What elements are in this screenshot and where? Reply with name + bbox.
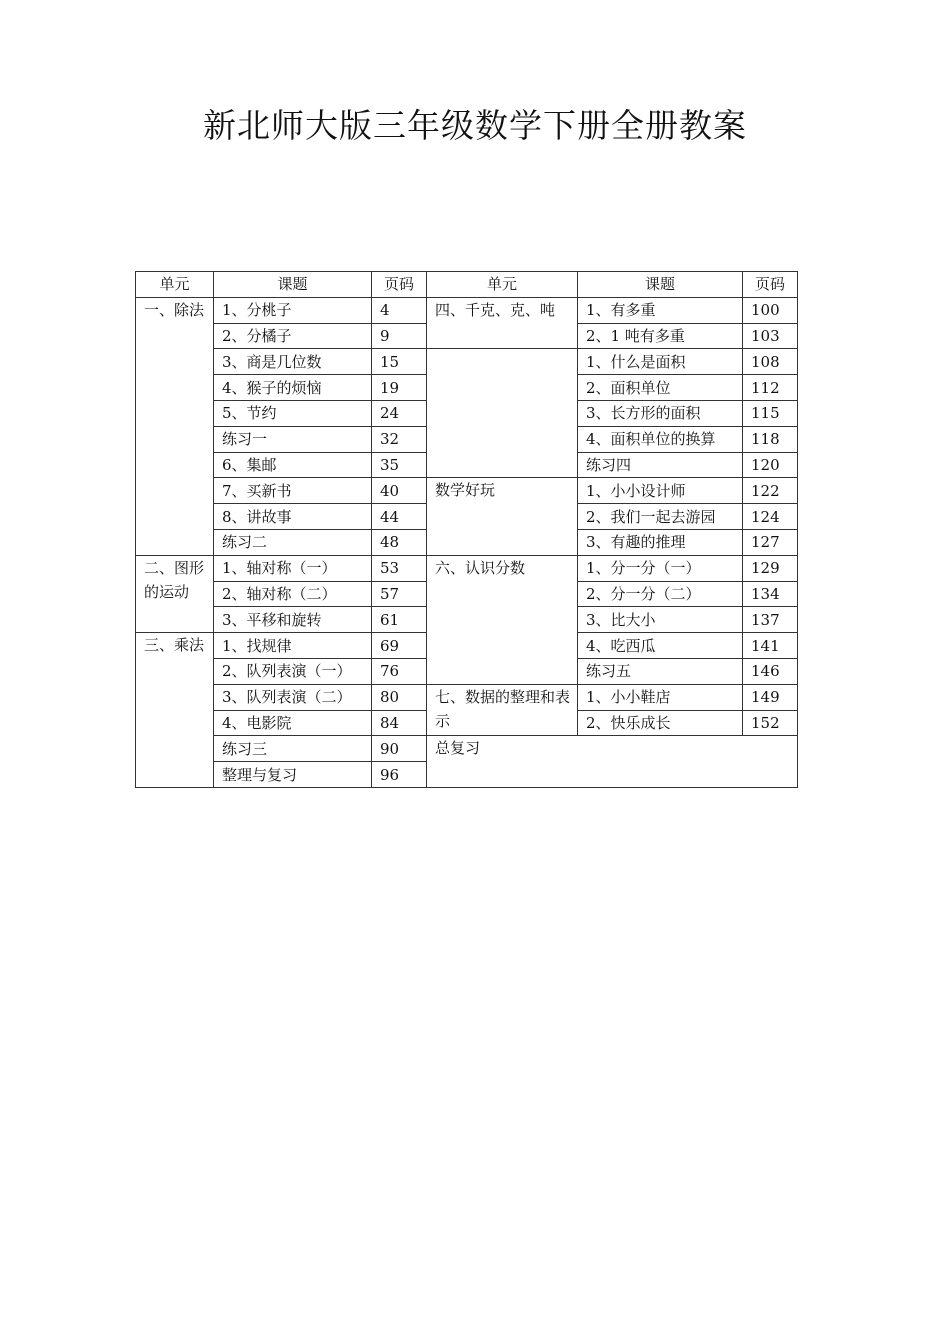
topic-cell: 1、小小设计师: [578, 478, 743, 504]
topic-cell: 1、有多重: [578, 297, 743, 323]
topic-cell: 练习四: [578, 452, 743, 478]
contents-table: [135, 271, 798, 788]
topic-cell: 1、找规律: [214, 633, 372, 659]
page-cell: 124: [743, 504, 798, 530]
page-cell: 19: [372, 375, 427, 401]
topic-cell: 3、平移和旋转: [214, 607, 372, 633]
page-cell: 115: [743, 400, 798, 426]
page-cell: 108: [743, 349, 798, 375]
topic-cell: 1、什么是面积: [578, 349, 743, 375]
topic-cell: 1、轴对称（一）: [214, 555, 372, 581]
unit-cell: 六、认识分数: [427, 555, 578, 684]
page-cell: 122: [743, 478, 798, 504]
topic-cell: 练习二: [214, 529, 372, 555]
table-row: [136, 349, 798, 375]
page-cell: 80: [372, 684, 427, 710]
page-cell: 90: [372, 736, 427, 762]
page-cell: 53: [372, 555, 427, 581]
unit-cell: 四、千克、克、吨: [427, 297, 578, 349]
topic-cell: 4、面积单位的换算: [578, 426, 743, 452]
topic-cell: 2、分一分（二）: [578, 581, 743, 607]
topic-cell: 7、买新书: [214, 478, 372, 504]
topic-cell: 2、面积单位: [578, 375, 743, 401]
page-cell: 149: [743, 684, 798, 710]
page-cell: 32: [372, 426, 427, 452]
topic-cell: 练习五: [578, 658, 743, 684]
page-cell: 141: [743, 633, 798, 659]
page-cell: 69: [372, 633, 427, 659]
page-cell: 112: [743, 375, 798, 401]
unit-cell: 二、图形的运动: [136, 555, 214, 632]
unit-cell: 七、数据的整理和表示: [427, 684, 578, 736]
page-cell: 146: [743, 658, 798, 684]
table-row: [136, 478, 798, 504]
page-cell: 61: [372, 607, 427, 633]
topic-cell: 4、电影院: [214, 710, 372, 736]
unit-cell: 一、除法: [136, 297, 214, 555]
table-row: [136, 684, 798, 710]
header-unit: 单元: [136, 272, 214, 298]
page-cell: 96: [372, 762, 427, 788]
page-cell: 57: [372, 581, 427, 607]
header-unit: 单元: [427, 272, 578, 298]
topic-cell: 4、吃西瓜: [578, 633, 743, 659]
topic-cell: 3、长方形的面积: [578, 400, 743, 426]
page-cell: 120: [743, 452, 798, 478]
topic-cell: 练习一: [214, 426, 372, 452]
topic-cell: 3、商是几位数: [214, 349, 372, 375]
page-cell: 100: [743, 297, 798, 323]
page-cell: 76: [372, 658, 427, 684]
page-cell: 35: [372, 452, 427, 478]
unit-cell: 数学好玩: [427, 478, 578, 555]
unit-cell: [427, 349, 578, 478]
header-page: 页码: [743, 272, 798, 298]
topic-cell: 1、分桃子: [214, 297, 372, 323]
page-cell: 103: [743, 323, 798, 349]
topic-cell: 练习三: [214, 736, 372, 762]
header-topic: 课题: [578, 272, 743, 298]
header-page: 页码: [372, 272, 427, 298]
page-cell: 24: [372, 400, 427, 426]
unit-cell: 总复习: [427, 736, 798, 788]
topic-cell: 1、小小鞋店: [578, 684, 743, 710]
topic-cell: 2、1 吨有多重: [578, 323, 743, 349]
page-cell: 152: [743, 710, 798, 736]
topic-cell: 3、队列表演（二）: [214, 684, 372, 710]
topic-cell: 2、轴对称（二）: [214, 581, 372, 607]
topic-cell: 5、节约: [214, 400, 372, 426]
page-cell: 9: [372, 323, 427, 349]
page-cell: 134: [743, 581, 798, 607]
page-cell: 129: [743, 555, 798, 581]
page-cell: 40: [372, 478, 427, 504]
page-cell: 137: [743, 607, 798, 633]
unit-cell: 三、乘法: [136, 633, 214, 788]
topic-cell: 整理与复习: [214, 762, 372, 788]
topic-cell: 8、讲故事: [214, 504, 372, 530]
table-row: [136, 297, 798, 323]
table-row: [136, 736, 798, 762]
topic-cell: 2、队列表演（一）: [214, 658, 372, 684]
page-cell: 44: [372, 504, 427, 530]
table-row: [136, 555, 798, 581]
topic-cell: 6、集邮: [214, 452, 372, 478]
topic-cell: 4、猴子的烦恼: [214, 375, 372, 401]
page-cell: 15: [372, 349, 427, 375]
topic-cell: 1、分一分（一）: [578, 555, 743, 581]
topic-cell: 3、有趣的推理: [578, 529, 743, 555]
page-cell: 118: [743, 426, 798, 452]
page-cell: 127: [743, 529, 798, 555]
page-cell: 4: [372, 297, 427, 323]
page-cell: 84: [372, 710, 427, 736]
page-title: 新北师大版三年级数学下册全册教案: [203, 106, 747, 145]
page-cell: 48: [372, 529, 427, 555]
topic-cell: 3、比大小: [578, 607, 743, 633]
topic-cell: 2、分橘子: [214, 323, 372, 349]
table-header-row: [136, 272, 798, 298]
topic-cell: 2、快乐成长: [578, 710, 743, 736]
topic-cell: 2、我们一起去游园: [578, 504, 743, 530]
header-topic: 课题: [214, 272, 372, 298]
